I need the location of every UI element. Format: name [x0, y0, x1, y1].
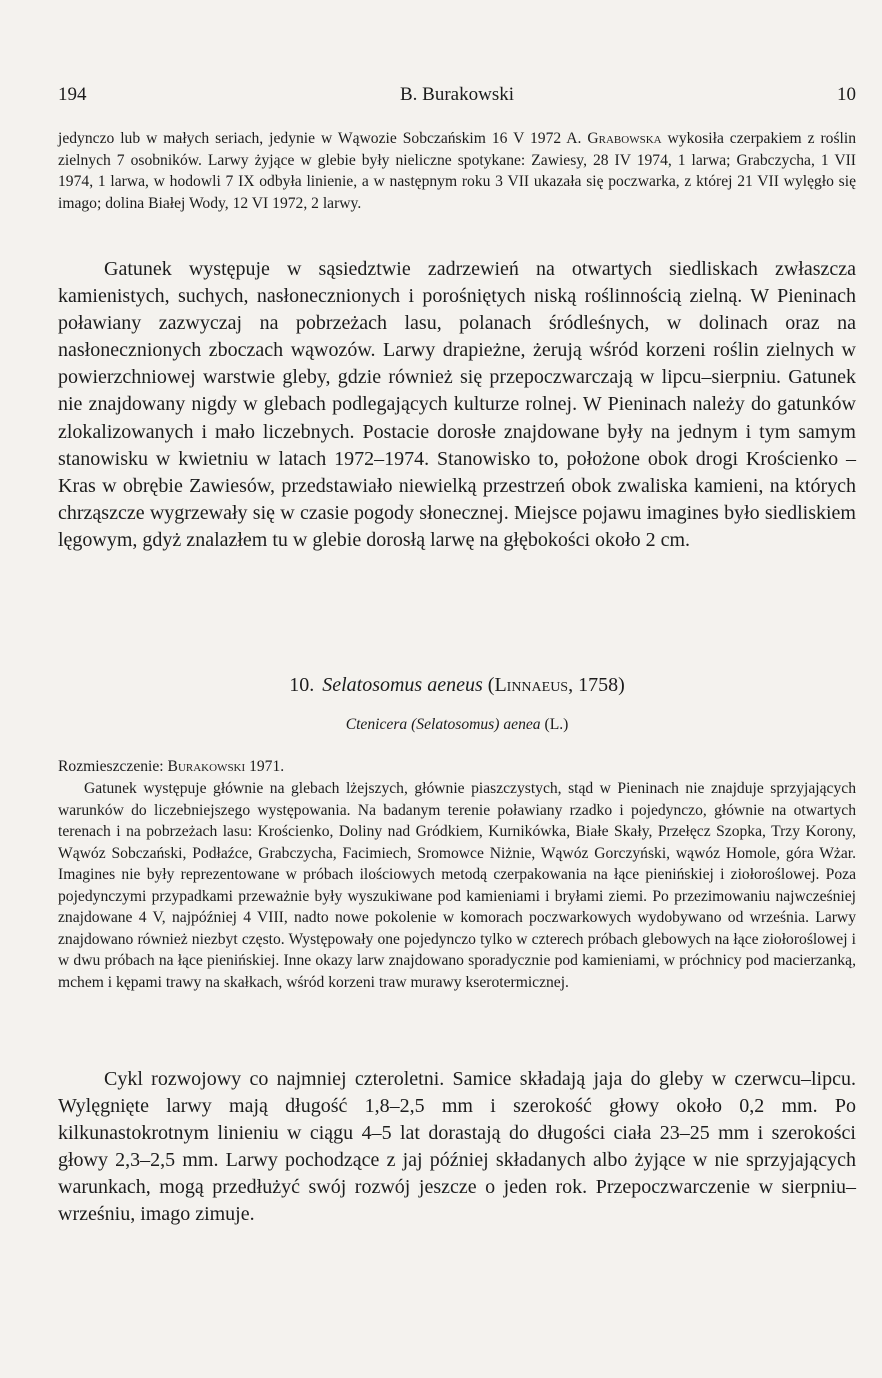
- species-epithet: aeneus: [427, 674, 483, 696]
- synonym-subgenus: (Selatosomus): [411, 716, 500, 733]
- species-heading: [58, 672, 856, 698]
- paragraph-localities: Gatunek występuje głównie na glebach lżejszych, głównie piaszczystych, stąd w Pieninach nie znajduje sprzyjających warunków do liczebniejszego występowania. Na badanym terenie poławiany rzadko i pojedynczo, głównie na otwartych terenach i na pobrzeżach lasu: Krościenko, Doliny nad Gródkiem, Kurnikówka, Białe Skały, Przełęcz Szopka, Trzy Korony, Wąwóz Sobczański, Podłaźce, Grabczycha, Facimiech, Sromowce Niżnie, Wąwóz Gorczyński, wąwóz Homole, góra Wżar. Imagines nie były reprezentowane w próbach ilościowych metodą czerpakowania na łące pienińskiej i ziołoroślowej. Poza pojedynczymi przypadkami przeważnie były wyszukiwane pod kamieniami i bryłami ziemi. Po przezimowaniu najwcześniej znajdowane 4 V, najpóźniej 4 VIII, nadto nowe pokolenie w komorach poczwarkowych wydobywano od września. Larwy znajdowano również niezbyt często. Występowały one pojedynczo tylko w czterech próbach glebowych na łące ziołoroślowej i w dwu próbach na łące pienińskiej. Inne okazy larw znajdowano sporadycznie pod kamieniami, w próchnicy pod macierzanką, mchem i kępami trawy na skałkach, wśród korzeni traw murawy kserotermicznej.: [58, 780, 856, 991]
- species-number: 10.: [289, 674, 315, 696]
- synonym-genus: Ctenicera: [345, 716, 408, 733]
- running-head: [58, 84, 856, 108]
- paragraph-cycle: Cykl rozwojowy co najmniej czteroletni. Samice składają jaja do gleby w czerwcu–lipcu. Wylęgnięte larwy mają długość 1,8–2,5 mm i szerokość głowy około 0,2 mm. Po kilkunastokrotnym linieniu w ciągu 4–5 lat dorastają do długości ciała 23–25 mm i szerokości głowy 2,3–2,5 mm. Larwy pochodzące z jaj później składanych albo żyjące w nie sprzyjających warunkach, mogą przedłużyć swój rozwój jeszcze o jeden rok. Przepoczwarczenie w sierpniu–wrześniu, imago zimuje.: [58, 1068, 856, 1226]
- species-paren: (: [487, 674, 495, 696]
- page-number: 194: [58, 84, 87, 105]
- section-number: 10: [837, 84, 856, 105]
- paragraph-top: [58, 128, 856, 214]
- distribution-line: [58, 756, 856, 778]
- paragraph-habitat: Gatunek występuje w sąsiedztwie zadrzewień na otwartych siedliskach zwłaszcza kamienistych, suchych, nasłonecznionych i porośniętych niską roślinnością zielną. W Pieninach poławiany zazwyczaj na pobrzeżach lasu, polanach śródleśnych, w dolinach oraz na nasłonecznionych zboczach wąwozów. Larwy drapieżne, żerują wśród korzeni roślin zielnych w powierzchniowej warstwie gleby, gdzie również się przepoczwarczają w lipcu–sierpniu. Gatunek nie znajdowany nigdy w glebach podlegających kulturze rolnej. W Pieninach należy do gatunków zlokalizowanych i mało liczebnych. Postacie dorosłe znajdowane były na jednym i tym samym stanowisku w kwietniu w latach 1972–1974. Stanowisko to, położone obok drogi Krościenko – Kras w obrębie Zawiesów, przedstawiało niewielką przestrzeń obok zwaliska kamieni, na których chrząszcze wygrzewały się w czasie pogody słonecznej. Miejsce pojawu imagines było siedliskiem lęgowym, gdyż znalazłem tu w glebie dorosłą larwę na głębokości około 2 cm.: [58, 258, 856, 551]
- species-year: , 1758): [568, 674, 625, 696]
- synonym-epithet: aenea: [503, 716, 541, 733]
- synonym-line: [58, 714, 856, 735]
- text-part: wykosiła czerpakiem z roślin zielnych 7 osobników. Larwy żyjące w glebie były nieliczne spotykane: Zawiesy, 28 IV 1974, 1 larwa; Grabczycha, 1 VII 1974, 1 larwa, w hodowli 7 IX odbyła linienie, a w następnym roku 3 VII ukazała się poczwarka, z której 21 VII wylęgło się imago; dolina Białej Wody, 12 VI 1972, 2 larwy.: [58, 130, 856, 212]
- running-head-author: B. Burakowski: [400, 84, 514, 105]
- distribution-author: Burakowski: [167, 758, 246, 775]
- text-part: jedynczo lub w małych seriach, jedynie w Wąwozie Sobczańskim 16 V 1972 A.: [58, 130, 588, 147]
- distribution-year: 1971.: [245, 758, 285, 775]
- species-author: Linnaeus: [494, 674, 569, 696]
- page: [58, 0, 856, 1378]
- synonym-author: (L.): [544, 716, 569, 733]
- author-name: Grabowska: [587, 130, 662, 147]
- species-genus: Selatosomus: [322, 674, 423, 696]
- distribution-label: Rozmieszczenie:: [58, 758, 164, 775]
